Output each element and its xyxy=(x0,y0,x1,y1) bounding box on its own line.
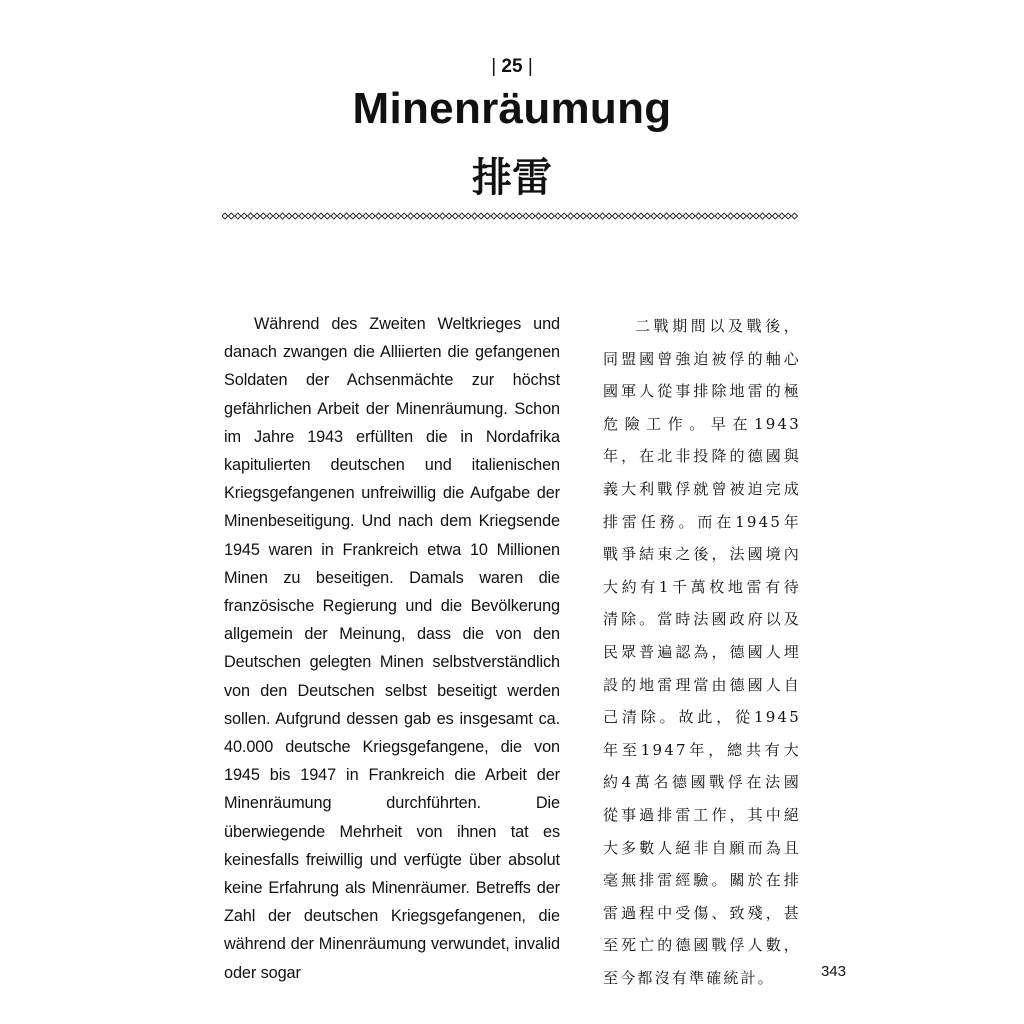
divider-diamond xyxy=(632,213,638,219)
divider-diamond xyxy=(305,213,311,219)
divider-diamond xyxy=(670,213,676,219)
divider-diamond xyxy=(785,213,791,219)
divider-diamond xyxy=(702,213,708,219)
divider-diamond xyxy=(529,213,535,219)
divider-diamond xyxy=(344,213,350,219)
divider-diamond xyxy=(427,213,433,219)
divider-diamond xyxy=(708,213,714,219)
divider-diamond xyxy=(267,213,273,219)
divider-diamond xyxy=(542,213,548,219)
divider-diamond xyxy=(568,213,574,219)
divider-diamond xyxy=(446,213,452,219)
divider-diamond xyxy=(772,213,778,219)
divider-diamond xyxy=(574,213,580,219)
chapter-number-bar-left: | xyxy=(491,56,497,77)
divider-diamond xyxy=(440,213,446,219)
divider-diamond xyxy=(299,213,305,219)
divider-diamond xyxy=(241,213,247,219)
divider-diamond xyxy=(612,213,618,219)
divider-diamond xyxy=(356,213,362,219)
divider-diamond xyxy=(484,213,490,219)
chapter-title-german: Minenräumung xyxy=(352,84,672,133)
divider-diamond xyxy=(561,213,567,219)
divider-diamond xyxy=(395,213,401,219)
divider-diamond xyxy=(740,213,746,219)
divider-diamond xyxy=(254,213,260,219)
divider-diamond xyxy=(510,213,516,219)
divider-diamond xyxy=(619,213,625,219)
divider-diamond xyxy=(331,213,337,219)
chinese-paragraph: 二戰期間以及戰後，同盟國曾強迫被俘的軸心國軍人從事排除地雷的極危險工作。早在1943年，在北非投降的德國與義大利戰俘就曾被迫完成排雷任務。而在1945年戰爭結束之後，法國境內大約有1千萬枚地雷有待清除。當時法國政府以及民眾普遍認為，德國人埋設的地雷理當由德國人自己清除。故此，從1945年至1947年，總共有大約4萬名德國戰俘在法國從事過排雷工作，其中絕大多數人絕非自願而為且毫無排雷經驗。關於在排雷過程中受傷、致殘，甚至死亡的德國戰俘人數，至今都沒有準確統計。 xyxy=(603,317,801,987)
divider-diamond xyxy=(228,213,234,219)
divider-diamond xyxy=(728,213,734,219)
divider-diamond xyxy=(369,213,375,219)
divider-diamond xyxy=(273,213,279,219)
divider-diamond xyxy=(792,213,798,219)
divider-diamond xyxy=(459,213,465,219)
divider-diamond xyxy=(420,213,426,219)
divider-diamond xyxy=(747,213,753,219)
chapter-title-chinese: 排雷 xyxy=(472,155,552,201)
divider-diamond xyxy=(580,213,586,219)
divider-diamond xyxy=(248,213,254,219)
divider-diamond xyxy=(478,213,484,219)
divider-diamond xyxy=(587,213,593,219)
divider-diamond xyxy=(779,213,785,219)
chinese-text-column xyxy=(603,310,801,994)
divider-diamond xyxy=(318,213,324,219)
divider-diamond xyxy=(600,213,606,219)
divider-diamond xyxy=(638,213,644,219)
divider-diamond xyxy=(689,213,695,219)
divider-diamond xyxy=(382,213,388,219)
ornamental-divider xyxy=(222,210,802,222)
divider-diamond xyxy=(491,213,497,219)
divider-diamond xyxy=(280,213,286,219)
divider-diamond xyxy=(312,213,318,219)
divider-diamond xyxy=(651,213,657,219)
divider-diamond xyxy=(472,213,478,219)
divider-diamond xyxy=(324,213,330,219)
divider-diamond xyxy=(433,213,439,219)
divider-diamond xyxy=(715,213,721,219)
divider-diamond xyxy=(376,213,382,219)
divider-diamond xyxy=(766,213,772,219)
divider-diamond xyxy=(760,213,766,219)
divider-diamond xyxy=(644,213,650,219)
divider-diamond xyxy=(696,213,702,219)
divider-diamond xyxy=(260,213,266,219)
chapter-number-value: 25 xyxy=(501,56,523,77)
divider-diamond xyxy=(536,213,542,219)
divider-diamond xyxy=(286,213,292,219)
divider-diamond xyxy=(350,213,356,219)
divider-diamond xyxy=(292,213,298,219)
divider-diamond xyxy=(388,213,394,219)
german-paragraph: Während des Zweiten Weltkrieges und danach zwangen die Alliierten die gefangenen Soldaten der Achsenmächte zur höchst gefährlichen Arbeit der Minenräumung. Schon im Jahre 1943 erfüllten die in Nordafrika kapitulierten deutschen und italienischen Kriegsgefangenen unfreiwillig die Aufgabe der Minenbeseitigung. Und nach dem Kriegsende 1945 waren in Frankreich etwa 10 Millionen Minen zu beseitigen. Damals waren die französische Regierung und die Bevölkerung allgemein der Meinung, dass die von den Deutschen gelegten Minen selbstverständlich von den Deutschen selbst beseitigt werden sollen. Aufgrund dessen gab es insgesamt ca. 40.000 deutsche Kriegsgefangene, die von 1945 bis 1947 in Frankreich die Arbeit der Minenräumung durchführten. Die überwiegende Mehrheit von ihnen tat es keinesfalls freiwillig und verfügte über absolut keine Erfahrung als Minenräumer. Betreffs der Zahl der deutschen Kriegsgefangenen, die während der Minenräumung verwundet, invalid oder sogar xyxy=(224,315,560,982)
divider-diamond xyxy=(676,213,682,219)
divider-diamond xyxy=(516,213,522,219)
divider-diamond xyxy=(504,213,510,219)
divider-diamond xyxy=(548,213,554,219)
divider-diamond xyxy=(664,213,670,219)
divider-diamond xyxy=(606,213,612,219)
divider-diamond xyxy=(414,213,420,219)
divider-diamond xyxy=(734,213,740,219)
divider-diamond xyxy=(337,213,343,219)
divider-diamond xyxy=(401,213,407,219)
divider-diamond xyxy=(408,213,414,219)
divider-diamond xyxy=(721,213,727,219)
divider-diamond xyxy=(657,213,663,219)
chapter-number xyxy=(0,56,1024,78)
divider-diamond xyxy=(465,213,471,219)
divider-diamond xyxy=(235,213,241,219)
divider-diamond xyxy=(625,213,631,219)
divider-diamond xyxy=(683,213,689,219)
divider-diamond xyxy=(222,213,228,219)
divider-diamond xyxy=(497,213,503,219)
german-text-column xyxy=(224,310,560,987)
divider-diamond xyxy=(523,213,529,219)
divider-diamond xyxy=(753,213,759,219)
chapter-number-bar-right: | xyxy=(527,56,533,77)
page-number: 343 xyxy=(820,963,846,980)
divider-diamond xyxy=(452,213,458,219)
divider-diamond xyxy=(555,213,561,219)
divider-diamond xyxy=(593,213,599,219)
divider-diamond xyxy=(363,213,369,219)
